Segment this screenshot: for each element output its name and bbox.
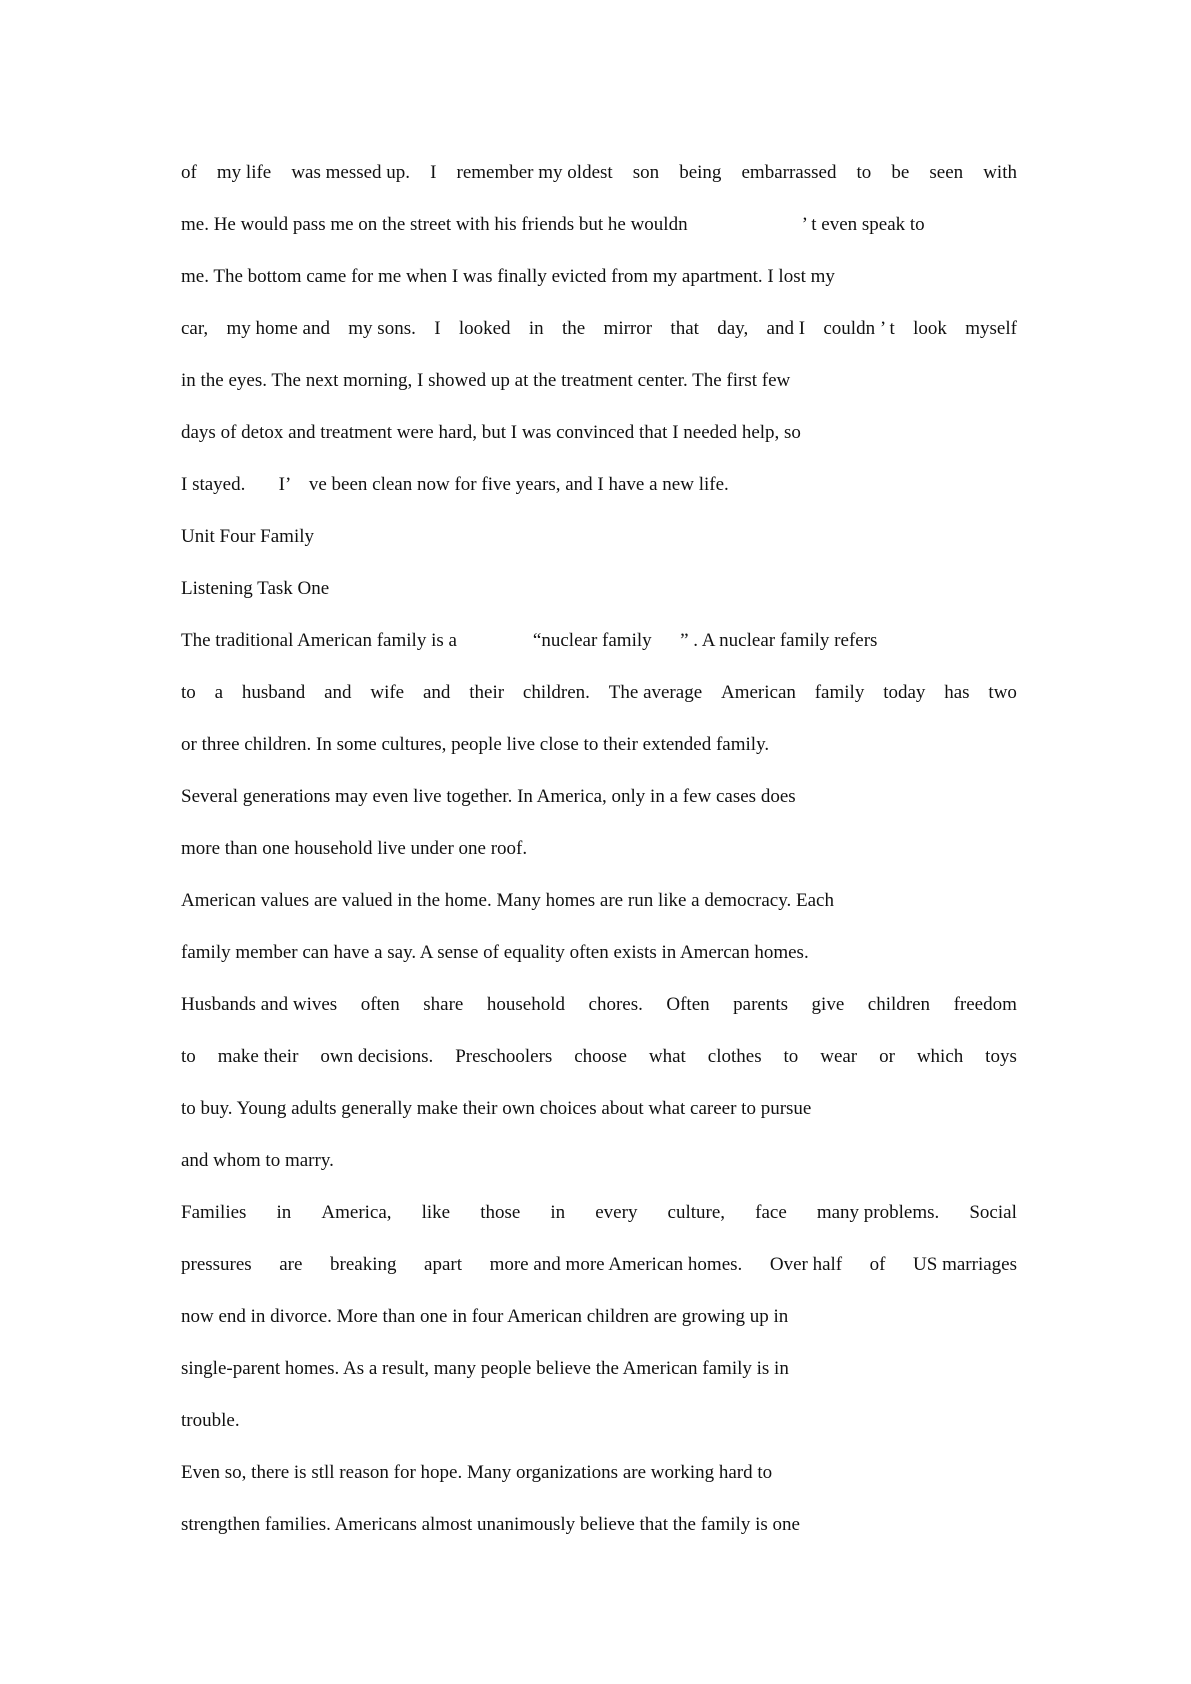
text-line-2: me. He would pass me on the street with his friends but he wouldn ’ t even speak to	[181, 214, 925, 235]
word: being	[679, 162, 722, 183]
word: Preschoolers	[455, 1046, 553, 1067]
word: with	[983, 162, 1017, 183]
word: every	[595, 1202, 638, 1223]
word: has	[944, 682, 970, 703]
word: children	[867, 994, 931, 1015]
word: my life	[216, 162, 272, 183]
word: Husbands and wives	[181, 994, 338, 1015]
word: give	[811, 994, 845, 1015]
text-line-11	[181, 681, 1017, 705]
text-line-1	[181, 161, 1017, 185]
word: their	[469, 682, 505, 703]
text-line-7: I stayed. I’ ve been clean now for five years, and I have a new life.	[181, 474, 729, 495]
text-line-26: Even so, there is stll reason for hope. Many organizations are working hard to	[181, 1462, 773, 1483]
text-line-20: and whom to marry.	[181, 1150, 334, 1171]
word: car,	[181, 318, 209, 339]
word: make their	[217, 1046, 299, 1067]
word: myself	[965, 318, 1017, 339]
text-line-10: The traditional American family is a “nuclear family ” . A nuclear family refers	[181, 630, 878, 651]
word: choose	[574, 1046, 627, 1067]
word: Families	[181, 1202, 247, 1223]
word: The average	[608, 682, 703, 703]
word: today	[883, 682, 926, 703]
word: parents	[733, 994, 789, 1015]
word: family	[814, 682, 865, 703]
word: of	[181, 162, 197, 183]
word: the	[562, 318, 586, 339]
task-heading: Listening Task One	[181, 578, 330, 599]
word: toys	[985, 1046, 1017, 1067]
text-line-22	[181, 1253, 1017, 1277]
text-line-27: strengthen families. Americans almost unanimously believe that the family is one	[181, 1514, 800, 1535]
word: or	[879, 1046, 895, 1067]
word: husband	[241, 682, 306, 703]
word: more and more American homes.	[489, 1254, 743, 1275]
word: often	[360, 994, 400, 1015]
word: pressures	[181, 1254, 252, 1275]
word: and	[324, 682, 352, 703]
word: to	[181, 682, 196, 703]
text-line-21	[181, 1201, 1017, 1225]
text-line-6: days of detox and treatment were hard, but I was convinced that I needed help, so	[181, 422, 801, 443]
text-line-14: more than one household live under one roof.	[181, 838, 528, 859]
word: was messed up.	[291, 162, 411, 183]
word: my sons.	[348, 318, 416, 339]
word: chores.	[588, 994, 643, 1015]
word: wear	[820, 1046, 858, 1067]
word: American	[720, 682, 796, 703]
word: which	[916, 1046, 964, 1067]
word: like	[421, 1202, 451, 1223]
word: to	[181, 1046, 196, 1067]
word: Social	[969, 1202, 1017, 1223]
word: I	[434, 318, 441, 339]
word: many problems.	[816, 1202, 940, 1223]
text-line-4	[181, 317, 1017, 341]
word: wife	[370, 682, 405, 703]
text-line-15: American values are valued in the home. Many homes are run like a democracy. Each	[181, 890, 834, 911]
text-line-13: Several generations may even live together. In America, only in a few cases does	[181, 786, 796, 807]
text-line-19: to buy. Young adults generally make their own choices about what career to pursue	[181, 1098, 812, 1119]
word: Over half	[769, 1254, 843, 1275]
word: are	[279, 1254, 303, 1275]
word: America,	[321, 1202, 392, 1223]
text-line-23: now end in divorce. More than one in four American children are growing up in	[181, 1306, 789, 1327]
word: freedom	[953, 994, 1017, 1015]
word: seen	[929, 162, 964, 183]
word: culture,	[667, 1202, 726, 1223]
word: a	[214, 682, 224, 703]
word: I	[430, 162, 437, 183]
word: children.	[522, 682, 590, 703]
word: and I	[766, 318, 806, 339]
text-line-17	[181, 993, 1017, 1017]
word: apart	[424, 1254, 463, 1275]
word: Often	[666, 994, 710, 1015]
word: remember my oldest	[456, 162, 613, 183]
word: look	[913, 318, 947, 339]
unit-heading: Unit Four Family	[181, 526, 315, 547]
word: in	[528, 318, 544, 339]
text-line-24: single-parent homes. As a result, many people believe the American family is in	[181, 1358, 789, 1379]
word: clothes	[707, 1046, 762, 1067]
text-line-5: in the eyes. The next morning, I showed up at the treatment center. The first few	[181, 370, 791, 391]
word: and	[422, 682, 451, 703]
word: embarrassed	[741, 162, 837, 183]
word: looked	[458, 318, 511, 339]
word: two	[988, 682, 1017, 703]
word: that	[670, 318, 699, 339]
word: my home and	[226, 318, 330, 339]
word: in	[276, 1202, 292, 1223]
word: be	[891, 162, 910, 183]
word: household	[486, 994, 565, 1015]
text-line-12: or three children. In some cultures, people live close to their extended family.	[181, 734, 770, 755]
word: mirror	[603, 318, 653, 339]
word: own decisions.	[320, 1046, 434, 1067]
word: in	[550, 1202, 566, 1223]
word: day,	[717, 318, 749, 339]
word: to	[783, 1046, 799, 1067]
word: what	[648, 1046, 686, 1067]
text-line-3: me. The bottom came for me when I was finally evicted from my apartment. I lost my	[181, 266, 835, 287]
word: of	[869, 1254, 886, 1275]
word: breaking	[330, 1254, 397, 1275]
word: face	[755, 1202, 787, 1223]
text-line-25: trouble.	[181, 1410, 240, 1431]
text-line-16: family member can have a say. A sense of equality often exists in Amercan homes.	[181, 942, 809, 963]
word: share	[423, 994, 464, 1015]
word: those	[480, 1202, 521, 1223]
word: US marriages	[913, 1254, 1017, 1275]
text-line-18	[181, 1045, 1017, 1069]
word: couldn ’ t	[823, 318, 895, 339]
word: son	[632, 162, 660, 183]
word: to	[856, 162, 872, 183]
